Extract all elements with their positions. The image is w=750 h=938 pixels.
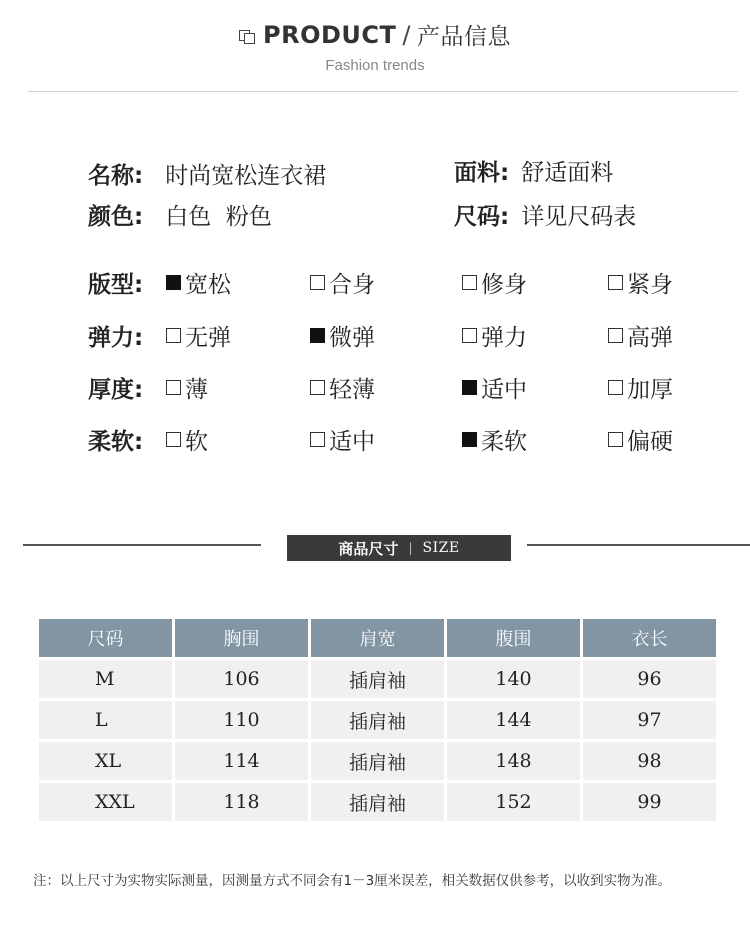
table-cell: 114	[175, 742, 308, 780]
col-header-size: 尺码	[39, 619, 172, 657]
info-fabric-label: 面料:	[454, 160, 510, 186]
attribute-option-label: 弹力	[481, 325, 527, 351]
table-cell: L	[39, 701, 172, 739]
size-table	[36, 616, 719, 824]
size-banner	[287, 535, 511, 561]
unchecked-box-icon	[462, 275, 477, 290]
info-name-value: 时尚宽松连衣裙	[165, 163, 327, 189]
attribute-option-label: 高弹	[627, 325, 673, 351]
attribute-option-label: 修身	[481, 272, 527, 298]
attribute-option	[166, 371, 208, 404]
size-banner-en: SIZE	[422, 540, 460, 556]
attribute-option	[310, 423, 375, 456]
attribute-option-label: 轻薄	[329, 377, 375, 403]
info-size	[454, 198, 636, 231]
attribute-option	[166, 319, 231, 352]
product-header	[0, 18, 750, 74]
table-row	[39, 660, 716, 698]
info-size-label: 尺码:	[454, 204, 510, 230]
attribute-option	[166, 266, 231, 299]
attribute-label: 厚度:	[88, 377, 144, 403]
col-header-shoulder: 肩宽	[311, 619, 444, 657]
table-cell: 99	[583, 783, 716, 821]
table-cell: 144	[447, 701, 580, 739]
table-cell: 110	[175, 701, 308, 739]
info-color-label: 颜色:	[88, 204, 144, 230]
unchecked-box-icon	[462, 328, 477, 343]
attribute-row	[88, 371, 728, 405]
table-cell: 148	[447, 742, 580, 780]
table-cell: XL	[39, 742, 172, 780]
header-divider	[28, 91, 738, 92]
col-header-length: 衣长	[583, 619, 716, 657]
unchecked-box-icon	[166, 432, 181, 447]
table-row	[39, 783, 716, 821]
disclaimer-note: 注：以上尺寸为实物实际测量，因测量方式不同会有1－3厘米误差，相关数据仅供参考，以收到实物为准。	[33, 873, 672, 889]
table-cell: 插肩袖	[311, 660, 444, 698]
attribute-option	[608, 319, 673, 352]
checked-box-icon	[462, 432, 477, 447]
attribute-option-label: 薄	[185, 377, 208, 403]
unchecked-box-icon	[166, 328, 181, 343]
header-title-row	[0, 18, 750, 51]
info-fabric	[454, 154, 613, 187]
header-title-en: PRODUCT	[263, 20, 397, 49]
attribute-option-label: 紧身	[627, 272, 673, 298]
attribute-option	[166, 423, 208, 456]
header-subtitle: Fashion trends	[325, 57, 425, 74]
unchecked-box-icon	[608, 328, 623, 343]
table-cell: 插肩袖	[311, 783, 444, 821]
info-color	[88, 198, 272, 231]
attribute-option	[462, 266, 527, 299]
header-title-cn: 产品信息	[416, 24, 511, 50]
table-cell: 98	[583, 742, 716, 780]
unchecked-box-icon	[310, 432, 325, 447]
unchecked-box-icon	[608, 380, 623, 395]
table-row	[39, 742, 716, 780]
checked-box-icon	[462, 380, 477, 395]
unchecked-box-icon	[310, 380, 325, 395]
size-table-header-row	[39, 619, 716, 657]
checked-box-icon	[166, 275, 181, 290]
unchecked-box-icon	[310, 275, 325, 290]
info-fabric-value: 舒适面料	[521, 160, 614, 186]
banner-line-left	[23, 544, 261, 546]
checked-box-icon	[310, 328, 325, 343]
col-header-waist: 腹围	[447, 619, 580, 657]
unchecked-box-icon	[608, 432, 623, 447]
table-cell: 118	[175, 783, 308, 821]
table-cell: 插肩袖	[311, 701, 444, 739]
attribute-option-label: 加厚	[627, 377, 673, 403]
attribute-option	[608, 371, 673, 404]
attribute-option	[310, 266, 375, 299]
attribute-option	[608, 266, 673, 299]
overlapping-squares-icon	[239, 27, 255, 43]
attribute-label: 版型:	[88, 272, 144, 298]
attribute-option	[462, 319, 527, 352]
unchecked-box-icon	[608, 275, 623, 290]
attribute-option-label: 微弹	[329, 325, 375, 351]
attribute-label: 弹力:	[88, 325, 144, 351]
attribute-row	[88, 423, 728, 457]
table-cell: 96	[583, 660, 716, 698]
table-cell: 97	[583, 701, 716, 739]
attribute-option	[462, 423, 527, 456]
attribute-option-label: 适中	[329, 429, 375, 455]
attribute-option	[462, 371, 527, 404]
table-cell: 106	[175, 660, 308, 698]
info-size-value: 详见尺码表	[521, 204, 637, 230]
attribute-row	[88, 266, 728, 300]
attribute-option-label: 合身	[329, 272, 375, 298]
attribute-option	[310, 371, 375, 404]
attribute-option-label: 柔软	[481, 429, 527, 455]
info-color-value: 白色 粉色	[165, 204, 272, 230]
header-slash: /	[402, 20, 411, 49]
banner-line-right	[527, 544, 750, 546]
size-banner-separator: |	[408, 541, 413, 555]
attribute-option	[608, 423, 673, 456]
table-cell: XXL	[39, 783, 172, 821]
attribute-option	[310, 319, 375, 352]
attribute-option-label: 无弹	[185, 325, 231, 351]
info-name-label: 名称:	[88, 163, 144, 189]
table-cell: 插肩袖	[311, 742, 444, 780]
attribute-option-label: 适中	[481, 377, 527, 403]
attribute-option-label: 软	[185, 429, 208, 455]
info-name	[88, 157, 326, 190]
table-cell: 140	[447, 660, 580, 698]
col-header-chest: 胸围	[175, 619, 308, 657]
table-cell: 152	[447, 783, 580, 821]
table-cell: M	[39, 660, 172, 698]
attribute-option-label: 宽松	[185, 272, 231, 298]
attribute-option-label: 偏硬	[627, 429, 673, 455]
size-banner-cn: 商品尺寸	[338, 539, 399, 558]
table-row	[39, 701, 716, 739]
attribute-row	[88, 319, 728, 353]
attribute-label: 柔软:	[88, 429, 144, 455]
unchecked-box-icon	[166, 380, 181, 395]
